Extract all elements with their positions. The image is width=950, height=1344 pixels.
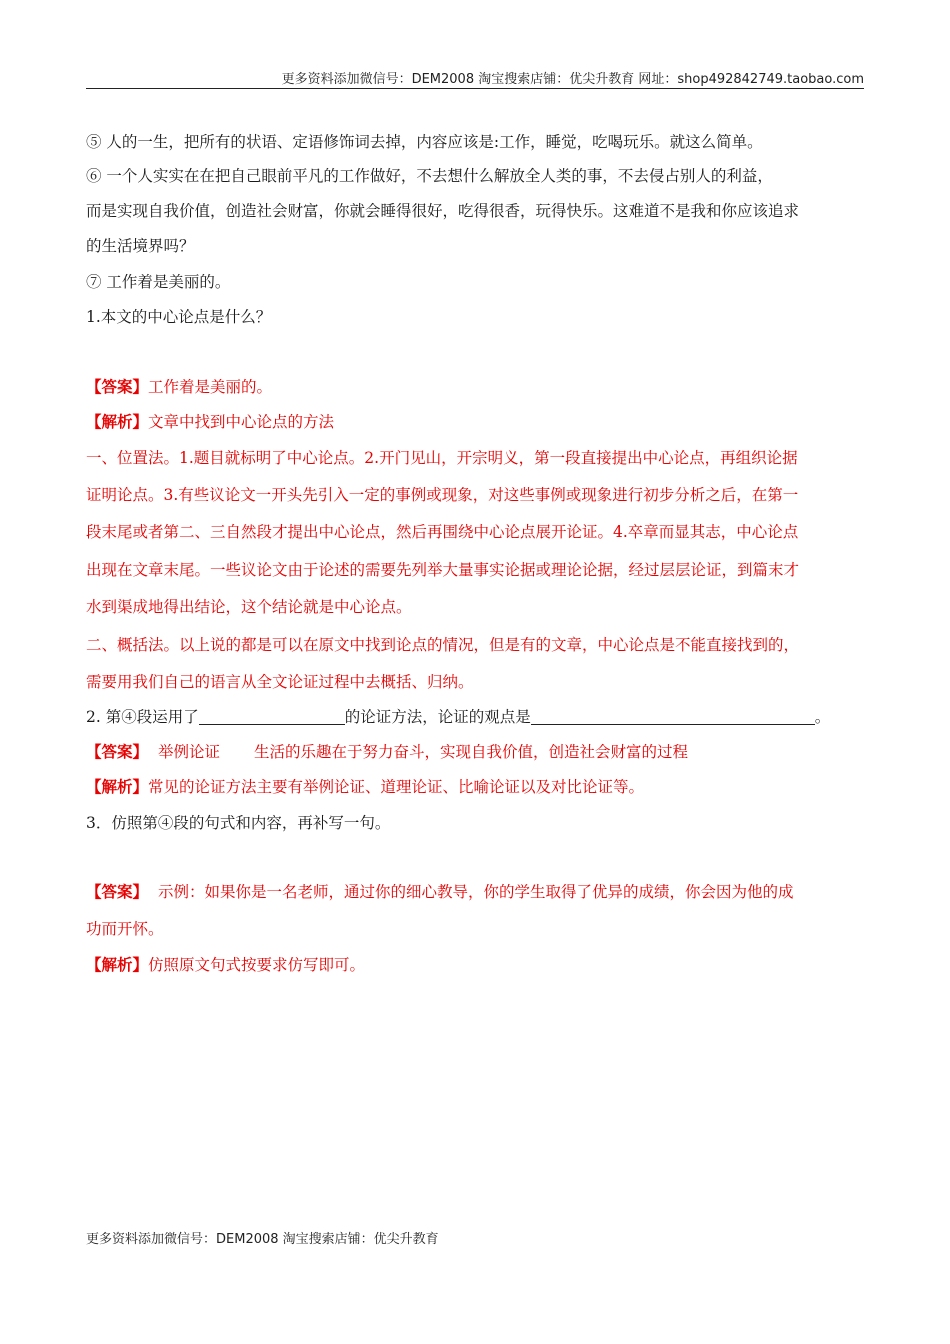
q2-analysis [86, 777, 644, 797]
q1-method-1-line-2: 证明论点。3.有些议论文一开头先引入一定的事例或现象，对这些事例或现象进行初步分析之后，在第一 [86, 486, 799, 504]
analysis-text: 文章中找到中心论点的方法 [148, 413, 335, 431]
passage-paragraph-7: ⑦ 工作着是美丽的。 [86, 273, 231, 291]
q3-answer-line-1 [86, 882, 794, 902]
q3-analysis [86, 955, 365, 975]
q1-method-1-line-3: 段末尾或者第二、三自然段才提出中心论点，然后再围绕中心论点展开论证。4.卒章而显其志，中心论点 [86, 523, 799, 541]
q2-text-part-3: 。 [814, 708, 831, 726]
q1-method-2-line-2: 需要用我们自己的语言从全文论证过程中去概括、归纳。 [86, 673, 474, 691]
q2-text-part-1: 2. 第④段运用了 [86, 708, 199, 726]
page-header: 更多资料添加微信号：DEM2008 淘宝搜索店铺：优尖升教育 网址：shop492842749.taobao.com [281, 72, 864, 87]
q1-answer [86, 377, 272, 397]
analysis-tag: 【解析】 [86, 777, 149, 796]
question-3: 3．仿照第④段的句式和内容，再补写一句。 [86, 814, 391, 832]
passage-paragraph-5: ⑤ 人的一生，把所有的状语、定语修饰词去掉，内容应该是:工作，睡觉，吃喝玩乐。就这么简单。 [86, 133, 763, 151]
question-1: 1.本文的中心论点是什么？ [86, 308, 272, 326]
q1-method-1-line-1: 一、位置法。1.题目就标明了中心论点。2.开门见山，开宗明义，第一段直接提出中心论点，再组织论据 [86, 449, 798, 467]
q2-answer-viewpoint: 生活的乐趣在于努力奋斗，实现自我价值，创造社会财富的过程 [254, 743, 689, 761]
q1-method-2-line-1: 二、概括法。以上说的都是可以在原文中找到论点的情况，但是有的文章，中心论点是不能直接找到的， [86, 636, 800, 654]
answer-tag: 【答案】 [86, 882, 149, 901]
q1-analysis [86, 412, 334, 432]
header-divider [86, 88, 864, 89]
passage-paragraph-6-line-1: ⑥ 一个人实实在在把自己眼前平凡的工作做好，不去想什么解放全人类的事，不去侵占别人的利益， [86, 167, 773, 185]
page-footer: 更多资料添加微信号：DEM2008 淘宝搜索店铺：优尖升教育 [86, 1232, 439, 1247]
q2-text-part-2: 的论证方法，论证的观点是 [344, 708, 531, 726]
analysis-tag: 【解析】 [86, 412, 149, 431]
answer-text: 工作着是美丽的。 [148, 378, 273, 396]
answer-tag: 【答案】 [86, 742, 149, 761]
answer-tag: 【答案】 [86, 377, 149, 396]
q1-method-1-line-5: 水到渠成地得出结论，这个结论就是中心论点。 [86, 598, 412, 616]
analysis-tag: 【解析】 [86, 955, 149, 974]
q2-answer-method: 举例论证 [158, 743, 221, 761]
analysis-text: 常见的论证方法主要有举例论证、道理论证、比喻论证以及对比论证等。 [148, 778, 645, 796]
passage-paragraph-6-line-2: 而是实现自我价值，创造社会财富，你就会睡得很好，吃得很香，玩得快乐。这难道不是我和你应该追求 [86, 202, 800, 220]
q2-blank-method [199, 708, 345, 725]
q3-answer-line-2: 功而开怀。 [86, 920, 164, 938]
q1-method-1-line-4: 出现在文章末尾。一些议论文由于论述的需要先列举大量事实论据或理论论据，经过层层论证，到篇末才 [86, 561, 800, 579]
question-2 [86, 707, 830, 727]
q2-blank-viewpoint [531, 708, 815, 725]
analysis-text: 仿照原文句式按要求仿写即可。 [148, 956, 366, 974]
q2-answer [86, 742, 688, 762]
passage-paragraph-6-line-3: 的生活境界吗？ [86, 237, 195, 255]
q3-answer-text: 示例：如果你是一名老师，通过你的细心教导，你的学生取得了优异的成绩，你会因为他的成 [158, 883, 794, 901]
